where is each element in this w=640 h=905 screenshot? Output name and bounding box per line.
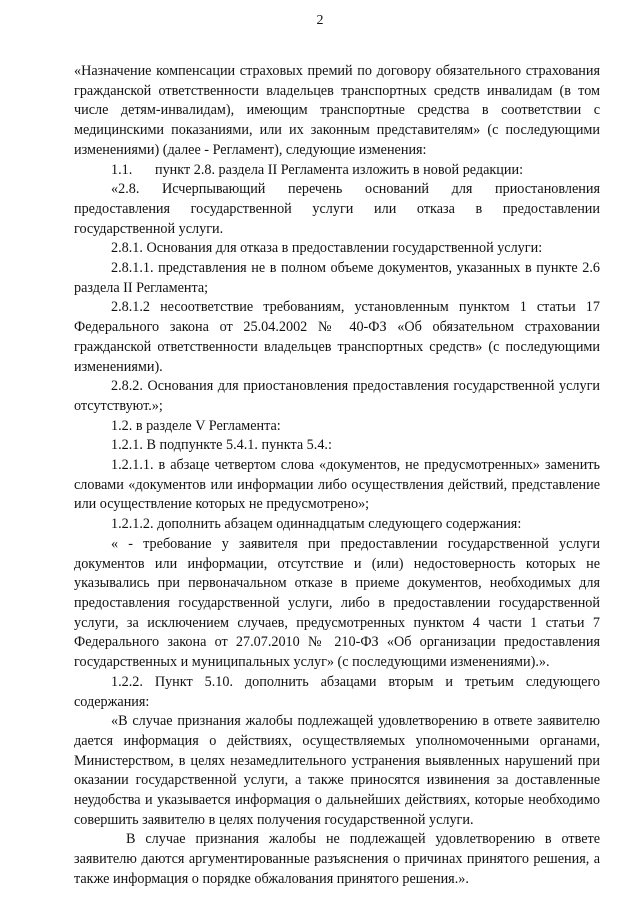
- item-1-1: [74, 161, 600, 181]
- paragraph-2-8: «2.8. Исчерпывающий перечень оснований для приостановления предоставления государственной услуги или отказа в предоставлении государственной услуги.: [74, 181, 600, 237]
- paragraph-2-8-2: 2.8.2. Основания для приостановления предоставления государственной услуги отсутствуют.»;: [74, 378, 600, 414]
- paragraph-complaint-rejected: В случае признания жалобы не подлежащей удовлетворению в ответе заявителю даются аргументированные разъяснения о причинах принятого решения, а также информация о порядке обжалования принятого решения.».: [74, 831, 600, 887]
- paragraph-requirement-quote: « - требование у заявителя при предоставлении государственной услуги документов или информации, отсутствие и (или) недостоверность которых не указывались при первоначальном отказе в приеме документов, необходимых для предоставления государственной услуги, либо в предоставлении государственной услуги, за исключением случаев, предусмотренных пунктом 4 части 1 статьи 7 Федерального закона от 27.07.2010 № 210-ФЗ «Об организации предоставления государственных и муниципальных услуг» (с последующими изменениями).».: [74, 535, 600, 671]
- page-number: 2: [316, 13, 324, 28]
- paragraph-1-2: 1.2. в разделе V Регламента:: [111, 417, 281, 434]
- paragraph-2-8-1: 2.8.1. Основания для отказа в предоставлении государственной услуги:: [111, 240, 543, 257]
- paragraph-complaint-satisfied: «В случае признания жалобы подлежащей удовлетворению в ответе заявителю дается информация о действиях, осуществляемых уполномоченными органами, Министерством, в целях незамедлительного устранения выявленных нарушений при оказании государственной услуги, а также приносятся извинения за доставленные неудобства и указывается информация о дальнейших действиях, которые необходимо совершить заявителю в целях получения государственной услуги.: [74, 713, 600, 828]
- paragraph-2-8-1-2: 2.8.1.2 несоответствие требованиям, установленным пунктом 1 статьи 17 Федерального закона от 25.04.2002 № 40-ФЗ «Об обязательном страховании гражданской ответственности владельцев транспортных средств» (с последующими изменениями).: [74, 299, 600, 375]
- paragraph-1-2-1-2: 1.2.1.2. дополнить абзацем одиннадцатым следующего содержания:: [111, 516, 522, 533]
- item-1-1-number: 1.1.: [111, 161, 133, 178]
- paragraph-2-8-1-1: 2.8.1.1. представления не в полном объеме документов, указанных в пункте 2.6 раздела II Регламента;: [74, 260, 600, 296]
- paragraph-1-2-2: 1.2.2. Пункт 5.10. дополнить абзацами вторым и третьим следующего содержания:: [74, 673, 600, 710]
- document-body: [74, 62, 600, 890]
- item-1-1-text: пункт 2.8. раздела II Регламента изложить в новой редакции:: [155, 161, 524, 178]
- paragraph-1-2-1: 1.2.1. В подпункте 5.4.1. пункта 5.4.:: [111, 437, 332, 454]
- paragraph-1-2-1-1: 1.2.1.1. в абзаце четвертом слова «документов, не предусмотренных» заменить словами «документов или информации либо осуществления действий, представление или осуществление которых не предусмотрено»;: [74, 457, 600, 513]
- paragraph-regulation-title: «Назначение компенсации страховых премий по договору обязательного страхования гражданской ответственности владельцев транспортных средств инвалидам (в том числе детям-инвалидам), имеющим транспортные средства в соответствии с медицинскими показаниями, или их законным представителям» (с последующими изменениями) (далее - Регламент), следующие изменения:: [74, 63, 600, 158]
